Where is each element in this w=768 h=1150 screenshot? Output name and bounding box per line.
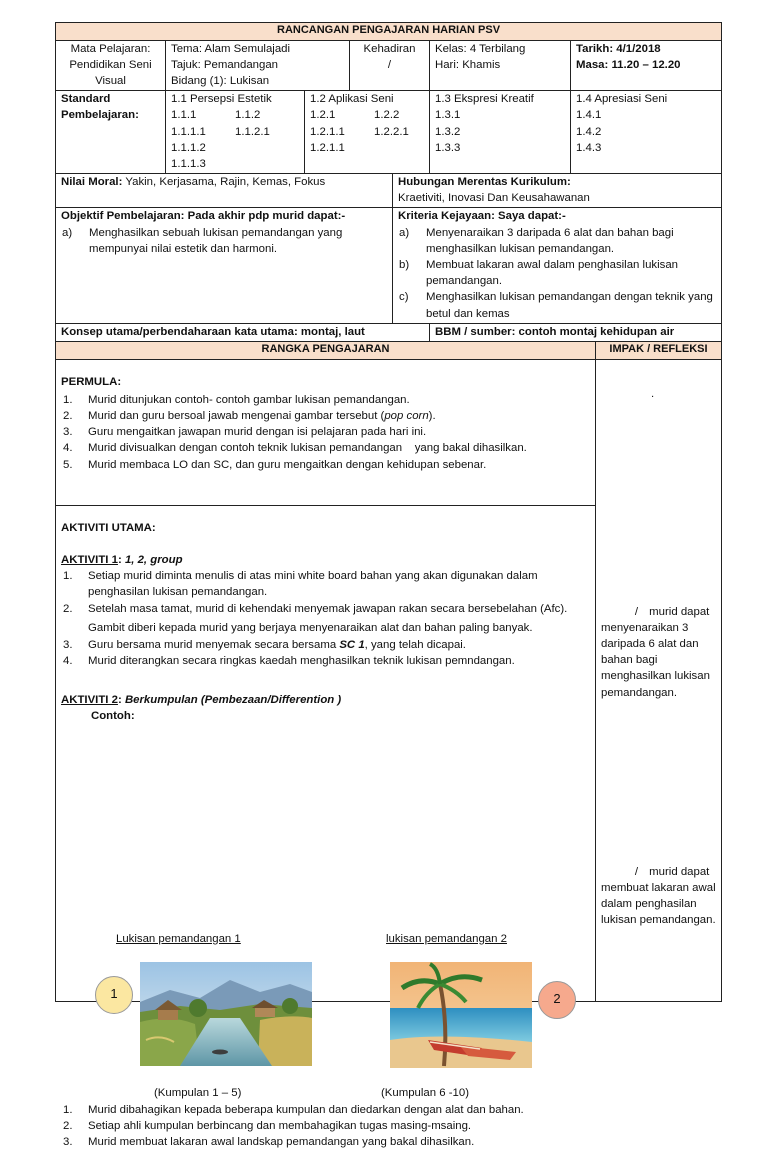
criteria-item [398, 257, 716, 289]
item-text-after: ). [428, 409, 436, 422]
standard-col-2 [305, 91, 430, 174]
impact-dot: . [651, 387, 655, 400]
item-emphasis: SC 1 [339, 639, 365, 652]
item-number: 5. [63, 458, 73, 471]
success-criteria-cell [393, 208, 722, 323]
bbm-text: BBM / sumber: contoh montaj kehidupan air [430, 323, 722, 341]
activity-1-item [61, 653, 590, 669]
standard-code: 1.1.1 [171, 109, 197, 122]
item-key: a) [399, 226, 410, 239]
activity-2-item [61, 1134, 591, 1150]
standard-code: 1.3.3 [435, 141, 461, 154]
item-text: Murid ditunjukan contoh- contoh gambar lukisan pemandangan. [88, 393, 410, 406]
attendance-value: / [387, 58, 392, 71]
criteria-label: Kriteria Kejayaan: Saya dapat:- [398, 210, 566, 223]
impact-mark: / [634, 865, 638, 878]
permula-item [61, 408, 590, 424]
item-number: 3. [63, 1135, 73, 1148]
concept-table [55, 323, 722, 342]
standard-code: 1.2.1.1 [310, 125, 345, 138]
activity-label: AKTIVITI 1 [61, 553, 118, 566]
concept-text: Konsep utama/perbendaharaan kata utama: montaj, laut [56, 323, 430, 341]
subject-cell [56, 40, 166, 91]
item-key: a) [62, 226, 73, 239]
standard-col-2-line [310, 107, 424, 123]
standards-label-cell [56, 91, 166, 174]
standard-code: 1.1.2 [235, 109, 261, 122]
standard-code: 1.1.2.1 [235, 125, 270, 138]
activity-1-list [61, 568, 590, 670]
activity-1-title [61, 552, 590, 568]
item-text: Guru bersama murid menyemak secara bersama [88, 639, 340, 652]
item-number: 3. [63, 426, 73, 439]
group-badge-1: 1 [95, 976, 133, 1014]
standard-code: 1.1.1.2 [171, 141, 206, 154]
item-text: Menghasilkan sebuah lukisan pemandangan yang mempunyai nilai estetik dan harmoni. [89, 226, 343, 255]
item-number: 2. [63, 603, 73, 616]
day-text: Hari: Khamis [435, 58, 501, 71]
standards-label-line2: Pembelajaran: [61, 109, 139, 122]
lesson-header-table [55, 22, 722, 174]
impact-mark: / [634, 605, 638, 618]
main-activity-title: AKTIVITI UTAMA: [61, 521, 156, 534]
standard-col-2-line [310, 124, 424, 140]
item-number: 4. [63, 442, 73, 455]
theme-text: Tema: Alam Semulajadi [171, 42, 291, 55]
permula-title: PERMULA: [61, 375, 122, 388]
item-text: Menghasilkan lukisan pemandangan dengan teknik yang betul dan kemas [426, 291, 713, 320]
class-text: Kelas: 4 Terbilang [435, 42, 526, 55]
landscape-painting-1 [140, 962, 312, 1066]
standard-code: 1.2.1.1 [310, 141, 345, 154]
activity-label: AKTIVITI 2 [61, 693, 118, 706]
impact-note-1 [601, 604, 716, 701]
item-text: Setiap ahli kumpulan berbincang dan membahagikan tugas masing-msaing. [88, 1119, 472, 1132]
criteria-item [398, 225, 716, 257]
permula-item [61, 457, 590, 473]
moral-label: Nilai Moral: [61, 176, 123, 189]
main-activity-cell [56, 505, 596, 1148]
document-title: RANCANGAN PENGAJARAN HARIAN PSV [56, 23, 722, 41]
standard-code: 1.3.1 [435, 109, 461, 122]
date-cell [571, 40, 722, 91]
time-text: Masa: 11.20 – 12.20 [576, 58, 681, 71]
activity-1-item [61, 637, 590, 653]
class-cell [430, 40, 571, 91]
topic-text: Tajuk: Pemandangan [171, 58, 279, 71]
theme-cell [166, 40, 350, 91]
activity-mode: Berkumpulan (Pembezaan/Differention ) [124, 693, 342, 706]
lesson-frame-table [55, 341, 722, 1148]
standards-label-line1: Standard [61, 93, 111, 106]
group-1-label: (Kumpulan 1 – 5) [154, 1086, 242, 1099]
item-text: Murid divisualkan dengan contoh teknik lukisan pemandangan yang bakal dihasilkan. [88, 442, 527, 455]
objective-item [61, 225, 387, 257]
activity-2-list [61, 1102, 591, 1150]
frame-header: RANGKA PENGAJARAN [56, 341, 596, 359]
activity-2-item [61, 1118, 591, 1134]
standard-code: 1.2.1 [310, 109, 336, 122]
subject-value: Pendidikan Seni Visual [69, 58, 152, 87]
activity-sep: : [117, 693, 125, 706]
item-number: 2. [63, 409, 73, 422]
cross-curriculum-label: Hubungan Merentas Kurikulum: [398, 176, 571, 189]
impact-note-2 [601, 864, 716, 929]
values-table [55, 173, 722, 324]
item-text: Murid membuat lakaran awal landskap pemandangan yang bakal dihasilkan. [88, 1135, 475, 1148]
permula-item [61, 440, 590, 456]
standard-col-1-line [171, 124, 299, 140]
standard-col-4 [571, 91, 722, 174]
activity-sep: : [117, 553, 125, 566]
standard-col-1-line [171, 107, 299, 123]
standard-col-2-line [310, 140, 424, 156]
standard-col-1 [166, 91, 305, 174]
item-text: Murid membaca LO dan SC, dan guru mengaitkan dengan kehidupan sebenar. [88, 458, 487, 471]
standard-code: 1.4.1 [576, 109, 602, 122]
criteria-item [398, 289, 716, 321]
standard-col-1-line [171, 140, 299, 156]
lesson-plan-sheet [55, 22, 721, 1148]
item-number: 1. [63, 393, 73, 406]
item-number: 3. [63, 639, 73, 652]
item-text: Guru mengaitkan jawapan murid dengan isi pelajaran pada hari ini. [88, 426, 427, 439]
activity-1-item [61, 568, 590, 600]
standard-code: 1.1.1.3 [171, 157, 206, 170]
standard-code: 1.2.2 [374, 109, 400, 122]
standard-col-3-head: 1.3 Ekspresi Kreatif [435, 93, 534, 106]
standard-code: 1.3.2 [435, 125, 461, 138]
activity-2-title [61, 692, 590, 708]
standard-col-2-head: 1.2 Aplikasi Seni [310, 93, 394, 106]
item-number: 1. [63, 1103, 73, 1116]
impact-note-text: murid dapat menyenaraikan 3 daripada 6 alat dan bahan bagi menghasilkan lukisan pemandangan. [601, 605, 710, 699]
item-text: Setiap murid diminta menulis di atas mini white board bahan yang akan digunakan dalam penghasilan lukisan pemandangan. [88, 569, 538, 599]
impact-header: IMPAK / REFLEKSI [596, 341, 722, 359]
activity-mode: 1, 2, group [124, 553, 183, 566]
standard-code: 1.4.2 [576, 125, 602, 138]
permula-item [61, 424, 590, 440]
activity-1-item [61, 600, 590, 637]
item-number: 1. [63, 569, 73, 582]
objective-cell [56, 208, 393, 323]
cross-curriculum-cell [393, 174, 722, 208]
standard-code: 1.1.1.1 [171, 125, 206, 138]
permula-item [61, 392, 590, 408]
landscape-painting-2 [390, 962, 532, 1068]
item-number: 4. [63, 655, 73, 668]
standard-code: 1.4.3 [576, 141, 602, 154]
item-number: 2. [63, 1119, 73, 1132]
picture-1-caption: Lukisan pemandangan 1 [116, 932, 241, 945]
field-text: Bidang (1): Lukisan [171, 74, 270, 87]
date-text: Tarikh: 4/1/2018 [576, 42, 661, 55]
permula-list [61, 392, 590, 473]
moral-values-cell [56, 174, 393, 208]
item-text: Menyenaraikan 3 daripada 6 alat dan bahan bagi menghasilkan lukisan pemandangan. [426, 226, 674, 255]
example-label: Contoh: [91, 709, 135, 722]
standard-col-1-line [171, 156, 299, 172]
standard-code: 1.2.2.1 [374, 125, 409, 138]
cross-curriculum-value: Kraetiviti, Inovasi Dan Keusahawanan [398, 192, 590, 205]
subject-label: Mata Pelajaran: [70, 42, 151, 55]
item-text: Murid diterangkan secara ringkas kaedah menghasilkan teknik lukisan pemndangan. [88, 655, 515, 668]
attendance-cell [350, 40, 430, 91]
picture-2-caption: lukisan pemandangan 2 [386, 932, 507, 945]
item-text-after: , yang telah dicapai. [364, 639, 466, 652]
standard-col-4-head: 1.4 Apresiasi Seni [576, 93, 668, 106]
impact-note-text: murid dapat membuat lakaran awal dalam penghasilan lukisan pemandangan. [601, 865, 716, 927]
item-emphasis: pop corn [384, 409, 429, 422]
item-key: b) [399, 259, 410, 272]
item-text: Murid dibahagikan kepada beberapa kumpulan dan diedarkan dengan alat dan bahan. [88, 1103, 524, 1116]
group-badge-2: 2 [538, 981, 576, 1019]
item-text: Murid dan guru bersoal jawab mengenai gambar tersebut ( [88, 409, 385, 422]
moral-value: Yakin, Kerjasama, Rajin, Kemas, Fokus [122, 176, 326, 189]
attendance-label: Kehadiran [363, 42, 416, 55]
impact-cell [596, 359, 722, 1001]
objective-label: Objektif Pembelajaran: Pada akhir pdp murid dapat:- [61, 210, 346, 223]
standard-col-3 [430, 91, 571, 174]
activity-2-item [61, 1102, 591, 1118]
group-2-label: (Kumpulan 6 -10) [381, 1086, 470, 1099]
permula-cell [56, 359, 596, 505]
item-text: Setelah masa tamat, murid di kehendaki menyemak jawapan rakan secara bersebelahan (Afc). Gambit diberi kepada murid yang berjaya menyenaraikan alat dan bahan paling banyak. [88, 603, 568, 634]
item-key: c) [399, 291, 409, 304]
item-text: Membuat lakaran awal dalam penghasilan lukisan pemandangan. [426, 259, 679, 288]
standard-col-1-head: 1.1 Persepsi Estetik [171, 93, 272, 106]
